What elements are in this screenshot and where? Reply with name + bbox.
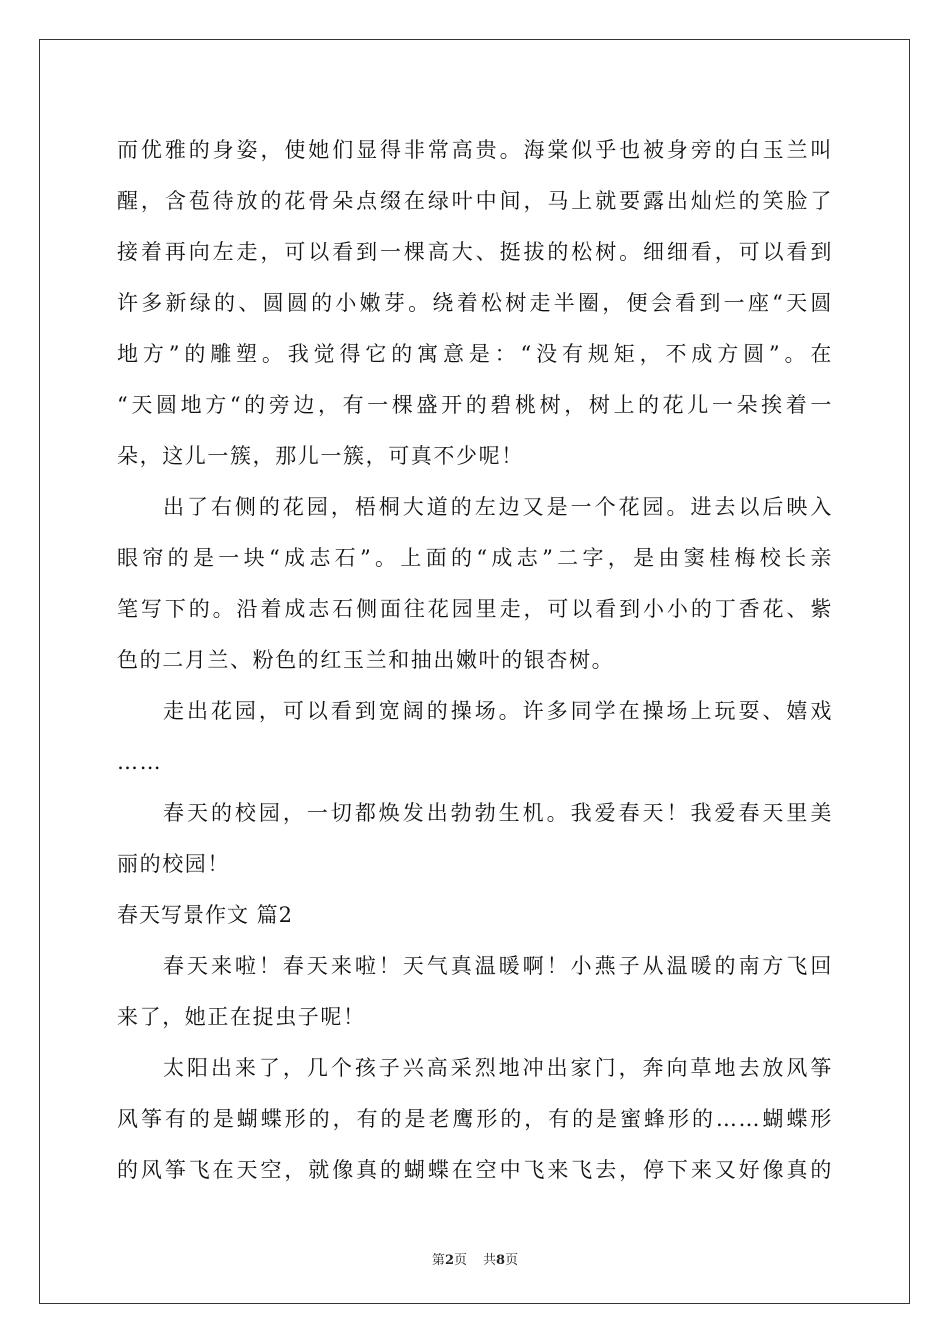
- text-line: 的风筝飞在天空，就像真的蝴蝶在空中飞来飞去，停下来又好像真的: [117, 1158, 833, 1182]
- text-line: 风筝有的是蝴蝶形的，有的是老鹰形的，有的是蜜蜂形的……蝴蝶形: [117, 1107, 833, 1131]
- text-line: 眼帘的是一块“成志石”。上面的“成志”二字，是由窦桂梅校长亲: [117, 546, 833, 570]
- text-line: 笔写下的。沿着成志石侧面往花园里走，可以看到小小的丁香花、紫: [117, 597, 833, 621]
- paragraph-first-line: 太阳出来了，几个孩子兴高采烈地冲出家门，奔向草地去放风筝: [163, 1056, 833, 1080]
- text-line: 丽的校园！: [117, 852, 230, 876]
- text-line: ……: [117, 750, 163, 774]
- text-line: “天圆地方“的旁边，有一棵盛开的碧桃树，树上的花儿一朵挨着一: [117, 393, 833, 417]
- text-line: 朵，这儿一簇，那儿一簇，可真不少呢！: [117, 444, 524, 468]
- text-line: 来了，她正在捉虫子呢！: [117, 1005, 366, 1029]
- section-heading: 春天写景作文 篇2: [117, 903, 294, 927]
- paragraph-first-line: 春天的校园，一切都焕发出勃勃生机。我爱春天！我爱春天里美: [163, 801, 833, 825]
- page-suffix: 页: [453, 1253, 467, 1268]
- text-line: 许多新绿的、圆圆的小嫩芽。绕着松树走半圈，便会看到一座“天圆: [117, 291, 833, 315]
- text-line: 而优雅的身姿，使她们显得非常高贵。海棠似乎也被身旁的白玉兰叫: [117, 138, 833, 162]
- paragraph-first-line: 出了右侧的花园，梧桐大道的左边又是一个花园。进去以后映入: [163, 495, 833, 519]
- total-suffix: 页: [505, 1253, 519, 1268]
- total-page-number: 8: [496, 1253, 506, 1268]
- current-page-number: 2: [444, 1253, 454, 1268]
- total-prefix: 共: [483, 1253, 497, 1268]
- paragraph-first-line: 春天来啦！春天来啦！天气真温暖啊！小燕子从温暖的南方飞回: [163, 954, 833, 978]
- text-line: 色的二月兰、粉色的红玉兰和抽出嫩叶的银杏树。: [117, 648, 615, 672]
- document-body: [117, 125, 833, 1196]
- page-footer: [0, 1249, 950, 1268]
- text-line: 醒，含苞待放的花骨朵点缀在绿叶中间，马上就要露出灿烂的笑脸了: [117, 189, 833, 213]
- page-prefix: 第: [431, 1253, 445, 1268]
- text-line: 地方”的雕塑。我觉得它的寓意是：“没有规矩，不成方圆”。在: [117, 342, 833, 366]
- paragraph-first-line: 走出花园，可以看到宽阔的操场。许多同学在操场上玩耍、嬉戏: [163, 699, 833, 723]
- text-line: 接着再向左走，可以看到一棵高大、挺拔的松树。细细看，可以看到: [117, 240, 833, 264]
